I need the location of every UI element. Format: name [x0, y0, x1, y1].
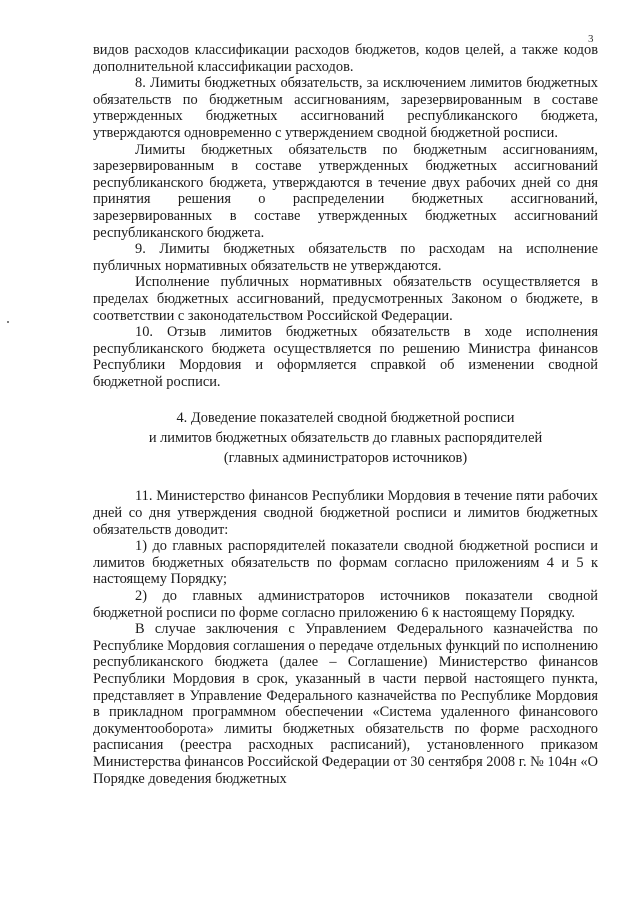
section-heading-line-2: и лимитов бюджетных обязательств до главных распорядителей [148, 430, 543, 447]
paragraph-item-8: 8. Лимиты бюджетных обязательств, за исключением лимитов бюджетных обязательств по бюджетным ассигнованиям, зарезервированным в составе утвержденных бюджетных ассигнований республиканского бюджета, утверждаются одновременно с утверждением сводной бюджетной росписи. [93, 75, 598, 141]
paragraph-agreement: В случае заключения с Управлением Федерального казначейства по Республике Мордовия соглашения о передаче отдельных функций по исполнению республиканского бюджета (далее – Соглашение) Министерство финансов Республики Мордовия в срок, указанный в части первой настоящего пункта, представляет в Управление Федерального казначейства по Республике Мордовия в прикладном программном обеспечении «Система удаленного финансового документооборота» лимиты бюджетных обязательств по форме расходного расписания (реестра расходных расписаний), установленного приказом Министерства финансов Российской Федерации от 30 сентября 2008 г. № 104н «О Порядке доведения бюджетных [93, 621, 599, 787]
document-body [93, 42, 598, 787]
paragraph-public-obligations: Исполнение публичных нормативных обязательств осуществляется в пределах бюджетных ассигнований, предусмотренных Законом о бюджете, в соответствии с законодательством Российской Федерации. [93, 274, 598, 324]
paragraph-item-10: 10. Отзыв лимитов бюджетных обязательств в ходе исполнения республиканского бюджета осуществляется по решению Министра финансов Республики Мордовия и оформляется справкой об изменении сводной бюджетной росписи. [93, 324, 598, 390]
page-number: 3 [588, 33, 594, 45]
section-heading [93, 408, 598, 468]
paragraph-item-11: 11. Министерство финансов Республики Мордовия в течение пяти рабочих дней со дня утверждения сводной бюджетной росписи и лимитов бюджетных обязательств доводит: [93, 488, 598, 538]
scan-dot-mark [7, 321, 9, 323]
list-item-2: 2) до главных администраторов источников показатели сводной бюджетной росписи по форме согласно приложению 6 к настоящему Порядку. [93, 588, 598, 621]
section-heading-line-3: (главных администраторов источников) [223, 450, 468, 467]
paragraph-reserved-limits: Лимиты бюджетных обязательств по бюджетным ассигнованиям, зарезервированным в составе утвержденных бюджетных ассигнований республиканского бюджета, утверждаются в течение двух рабочих дней со дня принятия решения о распределении бюджетных ассигнований, зарезервированных в составе утвержденных бюджетных ассигнований республиканского бюджета. [93, 141, 598, 241]
list-item-1: 1) до главных распорядителей показатели сводной бюджетной росписи и лимитов бюджетных обязательств по формам согласно приложениям 4 и 5 к настоящему Порядку; [93, 538, 598, 588]
section-heading-line-1: 4. Доведение показателей сводной бюджетной росписи [176, 410, 515, 427]
paragraph-item-9: 9. Лимиты бюджетных обязательств по расходам на исполнение публичных нормативных обязательств не утверждаются. [93, 241, 598, 274]
paragraph-continuation: видов расходов классификации расходов бюджетов, кодов целей, а также кодов дополнительной классификации расходов. [93, 42, 598, 75]
